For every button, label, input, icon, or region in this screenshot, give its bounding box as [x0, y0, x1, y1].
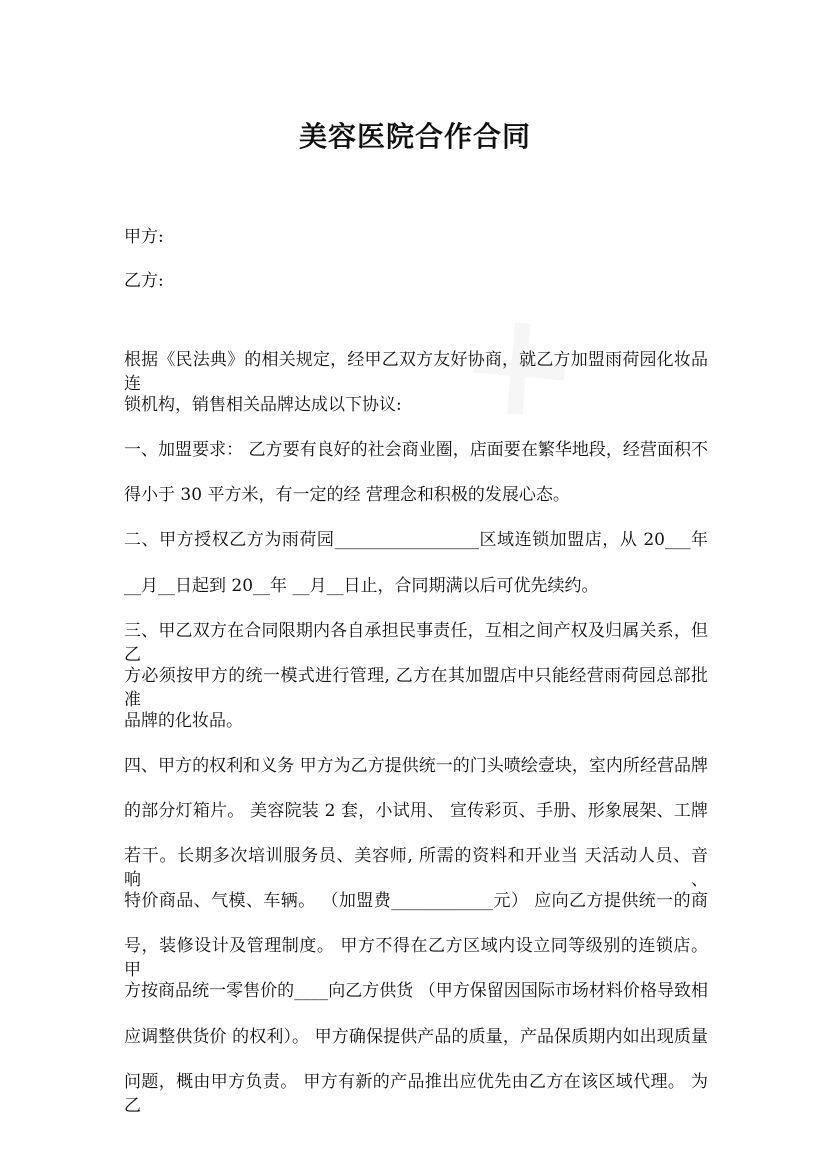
body-line: 根据《民法典》的相关规定，经甲乙双方友好协商，就乙方加盟雨荷园化妆品连 [124, 350, 708, 394]
body-line: __月__日起到 20__年 __月__日止，合同期满以后可优先续约。 [124, 575, 599, 596]
body-line: 二、甲方授权乙方为雨荷园_________________区域连锁加盟店，从 20___年 [124, 530, 708, 551]
body-line: 方必须按甲方的统一模式进行管理, 乙方在其加盟店中只能经营雨荷园总部批准 [124, 665, 708, 710]
body-line: 号，装修设计及管理制度。 甲方不得在乙方区域内设立同等级别的连锁店。 甲 [124, 936, 708, 981]
body-line: 三、甲乙双方在合同限期内各自承担民事责任，互相之间产权及归属关系，但乙 [124, 620, 708, 665]
body-line: 应调整供货价 的权利）。 甲方确保提供产品的质量，产品保质期内如出现质量 [124, 1026, 708, 1047]
party-a-label: 甲方: [124, 227, 164, 247]
body-line: 品牌的化妆品。 [124, 710, 243, 731]
body-line: 若干。长期多次培训服务员、美容师, 所需的资料和开业当 天活动人员、音响、 [124, 846, 708, 891]
body-line: 问题，概由甲方负责。 甲方有新的产品推出应优先由乙方在该区域代理。 为乙 [124, 1071, 708, 1116]
party-b-label: 乙方: [124, 271, 164, 291]
body-line: 的部分灯箱片。 美容院装 2 套，小试用、 宣传彩页、手册、形象展架、工牌 [124, 801, 708, 821]
body-line: 得小于 30 平方米，有一定的经 营理念和积极的发展心态。 [124, 485, 570, 506]
body-line: 四、甲方的权利和义务 甲方为乙方提供统一的门头喷绘壹块，室内所经营品牌 [124, 755, 708, 776]
document-title: 美容医院合作合同 [298, 120, 531, 153]
body-line: 方按商品统一零售价的____向乙方供货 （甲方保留因国际市场材料价格导致相 [124, 981, 708, 1002]
body-line: 锁机构，销售相关品牌达成以下协议: [124, 395, 402, 416]
body-line: 特价商品、气模、车辆。 （加盟费____________元） 应向乙方提供统一的商 [124, 891, 708, 912]
body-line: 一、加盟要求： 乙方要有良好的社会商业圈，店面要在繁华地段，经营面积不 [124, 440, 708, 461]
